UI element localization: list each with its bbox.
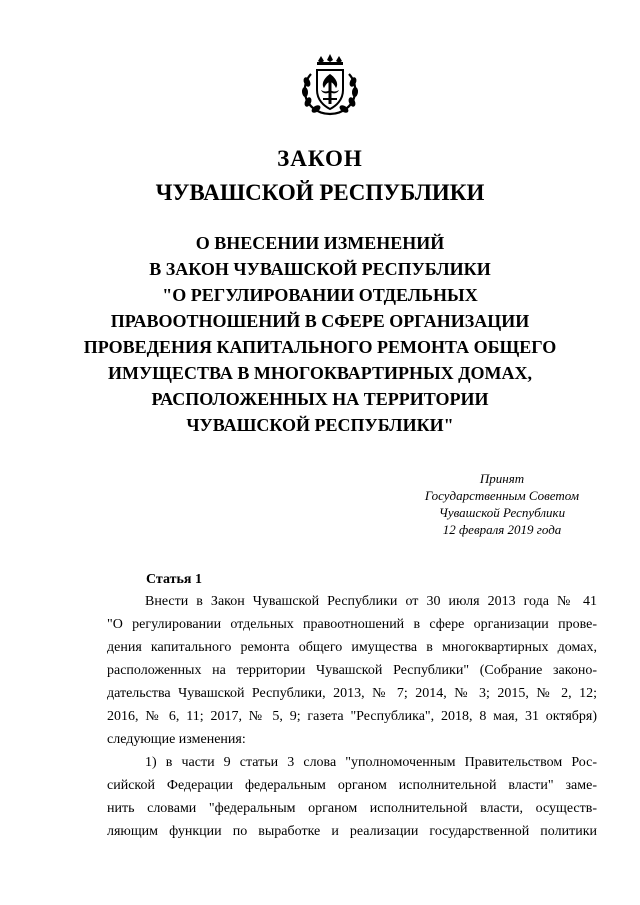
law-title-line: ЧУВАШСКОЙ РЕСПУБЛИКИ" [186,415,454,435]
body-line: ляющим функции по выработке и реализации государственной политики [107,824,597,839]
law-title-line: ПРАВООТНОШЕНИЙ В СФЕРЕ ОРГАНИЗАЦИИ [110,311,530,331]
adoption-line: Чувашской Республики [438,505,566,520]
article-body [107,590,597,843]
body-line: сийской Федерации федеральным органом исполнительной власти" заме- [107,778,597,793]
republic-title: ЧУВАШСКОЙ РЕСПУБЛИКИ [155,180,485,205]
law-title-line: О ВНЕСЕНИИ ИЗМЕНЕНИЙ [195,233,445,253]
body-line: следующие изменения: [107,732,246,747]
article-heading: Статья 1 [146,572,202,587]
body-line: 2016, № 6, 11; 2017, № 5, 9; газета "Республика", 2018, 8 мая, 31 октября) [107,709,597,724]
law-title-line: ПРОВЕДЕНИЯ КАПИТАЛЬНОГО РЕМОНТА ОБЩЕГО [83,337,557,357]
adoption-line: Принят [479,471,525,486]
body-line: расположенных на территории Чувашской Республики" (Собрание законо- [107,663,597,678]
law-title-line: В ЗАКОН ЧУВАШСКОЙ РЕСПУБЛИКИ [149,259,491,279]
adoption-date: 12 февраля 2019 года [442,522,562,537]
body-line: Внести в Закон Чувашской Республики от 30 июля 2013 года № 41 [145,594,597,609]
body-line: нить словами "федеральным органом исполнительной власти, осуществ- [107,801,597,816]
body-line: 1) в части 9 статьи 3 слова "уполномоченным Правительством Рос- [145,755,597,770]
law-title-line: "О РЕГУЛИРОВАНИИ ОТДЕЛЬНЫХ [162,285,478,305]
adoption-line: Государственным Советом [424,488,580,503]
law-title [70,230,570,438]
body-line: "О регулировании отдельных правоотношений в сфере организации прове- [107,617,597,632]
law-title-line: ИМУЩЕСТВА В МНОГОКВАРТИРНЫХ ДОМАХ, [107,363,533,383]
chuvash-emblem-icon [297,52,363,118]
body-line: дения капитального ремонта общего имущества в многоквартирных домах, [107,640,597,655]
document-type-title: ЗАКОН [277,146,363,171]
law-title-line: РАСПОЛОЖЕННЫХ НА ТЕРРИТОРИИ [151,389,489,409]
body-line: дательства Чувашской Республики, 2013, № 7; 2014, № 3; 2015, № 2, 12; [107,686,597,701]
adoption-note [408,470,596,538]
